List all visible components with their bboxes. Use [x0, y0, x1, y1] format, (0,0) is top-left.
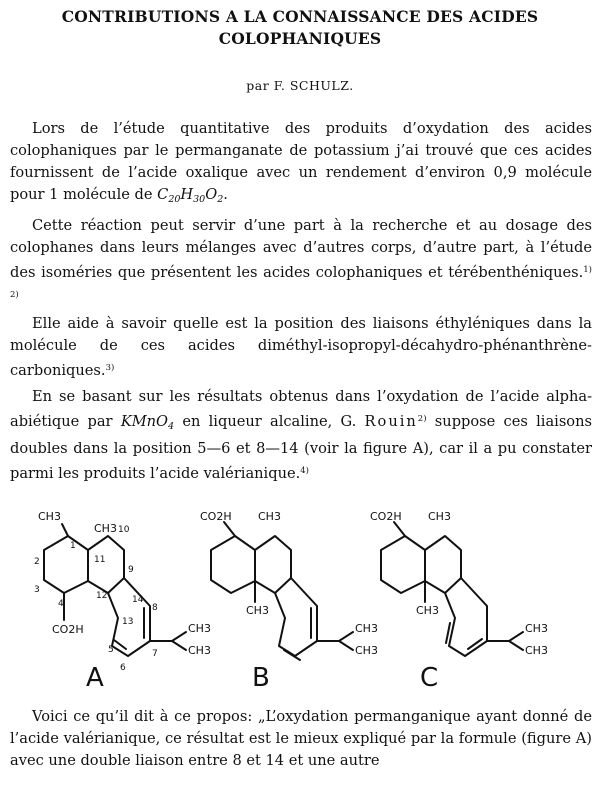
- svg-text:6: 6: [120, 663, 126, 673]
- footnote-ref[interactable]: 4): [300, 466, 309, 476]
- structure-b: [200, 510, 378, 693]
- paragraph-2: [10, 215, 592, 309]
- title-line-2: COLOPHANIQUES: [218, 29, 382, 48]
- svg-text:7: 7: [152, 649, 158, 659]
- title-line-1: CONTRIBUTIONS A LA CONNAISSANCE DES ACIDES: [61, 7, 539, 26]
- paragraph-4: [10, 386, 592, 485]
- formula-c20h30o2: $C_{20}H_{30}O_2$: [157, 186, 224, 205]
- svg-text:12: 12: [96, 591, 108, 601]
- ch3-label: CH3: [525, 644, 548, 657]
- figure-label-c: C: [420, 663, 439, 693]
- ch3-label: CH3: [188, 622, 211, 635]
- cooh-label: CO2H: [200, 510, 232, 523]
- formula-kmno4: KMnO$_4$: [120, 413, 175, 432]
- footnote-ref[interactable]: 2): [10, 290, 19, 300]
- ch3-label: CH3: [355, 644, 378, 657]
- ch3-label: CH3: [246, 604, 269, 617]
- ch3-label: CH3: [258, 510, 281, 523]
- article-body: [10, 118, 592, 489]
- p5-text: Voici ce qu’il dit à ce propos: „L’oxydation permanganique ayant donné de l’acide valérianique, ce résultat est le mieux expliqué par la formule (figure A) avec une double liaison entre 8 et 14 et une autre: [10, 708, 592, 769]
- article-title: [0, 6, 600, 50]
- svg-text:11: 11: [94, 555, 106, 565]
- p3-text: Elle aide à savoir quelle est la position des liaisons éthyléniques dans la molécule de ces acides diméthyl-isopropyl-décahydro-phénanthrène-carboniques.: [10, 315, 592, 379]
- svg-text:8: 8: [152, 603, 158, 613]
- atom-numbers: [34, 525, 158, 673]
- svg-text:4: 4: [58, 599, 64, 609]
- structures-svg: [0, 498, 600, 698]
- svg-text:1: 1: [70, 541, 76, 551]
- footnote-ref[interactable]: 2): [417, 414, 427, 424]
- p4-text-c: suppose ces liaisons doubles dans la position 5—6 et 8—14 (voir la figure A), car il a pu constater parmi les produits l’acide valérianique.: [10, 413, 592, 482]
- structure-figure: [0, 498, 600, 698]
- author-line: par F. SCHULZ.: [246, 78, 354, 93]
- svg-text:13: 13: [122, 617, 134, 627]
- ch3-label: CH3: [525, 622, 548, 635]
- footnote-ref[interactable]: 1): [583, 265, 592, 275]
- cooh-label: CO2H: [370, 510, 402, 523]
- svg-text:2: 2: [34, 557, 40, 567]
- ch3-label: CH3: [188, 644, 211, 657]
- svg-text:14: 14: [132, 595, 144, 605]
- figure-label-b: B: [252, 663, 270, 693]
- p2-text: Cette réaction peut servir d’une part à la recherche et au dosage des colophanes dans leurs mélanges avec d’autres corps, d’autre part, à l’étude des isoméries que présentent les acides colophaniques et térébenthéniques.: [10, 217, 592, 281]
- ch3-label: CH3: [355, 622, 378, 635]
- author-rouin: Rouin: [364, 413, 418, 430]
- p1-text: Lors de l’étude quantitative des produits d’oxydation des acides colophaniques par le permanganate de potassium j’ai trouvé que ces acides fournissent de l’acide oxalique avec un rendement d’environ 0,9 molécule pour 1 molécule de: [10, 120, 592, 203]
- ch3-label: CH3: [38, 510, 61, 523]
- ch3-label: CH3: [428, 510, 451, 523]
- svg-text:5: 5: [108, 645, 114, 655]
- svg-text:10: 10: [118, 525, 130, 535]
- p4-text-a: En se basant sur les résultats obtenus dans l’oxydation de l’acide alpha-abiétique par: [10, 388, 592, 430]
- footnote-ref[interactable]: 3): [105, 363, 115, 373]
- figure-label-a: A: [86, 663, 104, 693]
- p4-text-b: en liqueur alcaline, G.: [174, 413, 365, 430]
- cooh-label: CO2H: [52, 623, 84, 636]
- ch3-label: CH3: [416, 604, 439, 617]
- paragraph-1: Lors de l’étude quantitative des produits d’oxydation des acides colophaniques par le permanganate de potassium j’ai trouvé que ces acides fournissent de l’acide oxalique avec un rendement d’environ 0,9 molécule pour 1 molécule de $C_{20}H_{30}O_2$.: [10, 120, 592, 205]
- paragraph-3: [10, 313, 592, 382]
- svg-text:9: 9: [128, 565, 134, 575]
- ch3-label: CH3: [94, 522, 117, 535]
- svg-text:3: 3: [34, 585, 40, 595]
- paragraph-5: [10, 706, 592, 776]
- structure-c: [370, 510, 548, 693]
